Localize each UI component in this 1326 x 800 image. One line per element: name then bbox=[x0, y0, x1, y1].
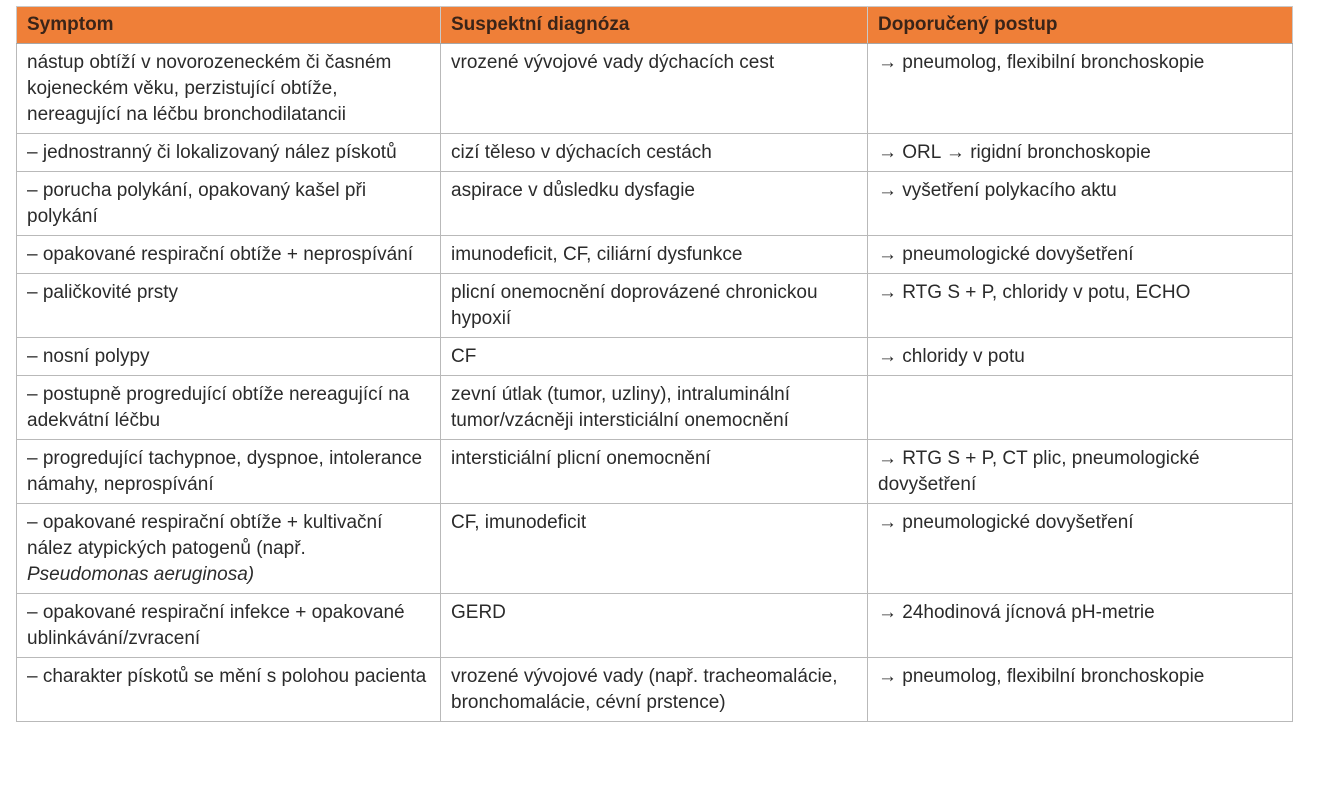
cell-symptom: nástup obtíží v novorozeneckém či časném kojeneckém věku, perzistující obtíže, nereagující na léčbu bronchodilatancii bbox=[17, 44, 441, 134]
cell-diagnosis: intersticiální plicní onemocnění bbox=[441, 440, 868, 504]
header-symptom: Symptom bbox=[17, 7, 441, 44]
table-row bbox=[17, 376, 1293, 440]
table-header-row bbox=[17, 7, 1293, 44]
table-row bbox=[17, 172, 1293, 236]
cell-symptom-text: – opakované respirační obtíže + kultivační nález atypických patogenů (např. bbox=[27, 512, 383, 559]
cell-symptom: – opakované respirační obtíže + neprospívání bbox=[17, 236, 441, 274]
cell-procedure: → RTG S + P, CT plic, pneumologické dovyšetření bbox=[868, 440, 1293, 504]
cell-diagnosis: cizí těleso v dýchacích cestách bbox=[441, 134, 868, 172]
cell-symptom: – opakované respirační infekce + opakované ublinkávání/zvracení bbox=[17, 594, 441, 658]
cell-procedure: → RTG S + P, chloridy v potu, ECHO bbox=[868, 274, 1293, 338]
cell-symptom: – paličkovité prsty bbox=[17, 274, 441, 338]
cell-diagnosis: CF, imunodeficit bbox=[441, 504, 868, 594]
cell-symptom: – charakter pískotů se mění s polohou pacienta bbox=[17, 658, 441, 722]
header-recommended-procedure: Doporučený postup bbox=[868, 7, 1293, 44]
cell-procedure: → pneumolog, flexibilní bronchoskopie bbox=[868, 44, 1293, 134]
header-suspected-diagnosis: Suspektní diagnóza bbox=[441, 7, 868, 44]
cell-diagnosis: imunodeficit, CF, ciliární dysfunkce bbox=[441, 236, 868, 274]
cell-symptom bbox=[17, 504, 441, 594]
cell-diagnosis: vrozené vývojové vady dýchacích cest bbox=[441, 44, 868, 134]
cell-diagnosis: vrozené vývojové vady (např. tracheomalácie, bronchomalácie, cévní prstence) bbox=[441, 658, 868, 722]
cell-symptom: – porucha polykání, opakovaný kašel při polykání bbox=[17, 172, 441, 236]
cell-procedure: → vyšetření polykacího aktu bbox=[868, 172, 1293, 236]
cell-procedure: → pneumolog, flexibilní bronchoskopie bbox=[868, 658, 1293, 722]
pathogen-name: Pseudomonas aeruginosa) bbox=[27, 564, 255, 585]
table-row bbox=[17, 594, 1293, 658]
table-row bbox=[17, 274, 1293, 338]
cell-diagnosis: zevní útlak (tumor, uzliny), intraluminální tumor/vzácněji intersticiální onemocnění bbox=[441, 376, 868, 440]
cell-diagnosis: plicní onemocnění doprovázené chronickou hypoxií bbox=[441, 274, 868, 338]
cell-symptom: – jednostranný či lokalizovaný nález pískotů bbox=[17, 134, 441, 172]
cell-diagnosis: GERD bbox=[441, 594, 868, 658]
cell-procedure bbox=[868, 376, 1293, 440]
cell-symptom: – progredující tachypnoe, dyspnoe, intolerance námahy, neprospívání bbox=[17, 440, 441, 504]
cell-diagnosis: CF bbox=[441, 338, 868, 376]
cell-symptom: – nosní polypy bbox=[17, 338, 441, 376]
cell-procedure: → 24hodinová jícnová pH-metrie bbox=[868, 594, 1293, 658]
table-row bbox=[17, 134, 1293, 172]
symptom-table bbox=[16, 6, 1293, 722]
cell-symptom: – postupně progredující obtíže nereagující na adekvátní léčbu bbox=[17, 376, 441, 440]
cell-procedure: → pneumologické dovyšetření bbox=[868, 236, 1293, 274]
table-row bbox=[17, 440, 1293, 504]
cell-procedure: → ORL → rigidní bronchoskopie bbox=[868, 134, 1293, 172]
cell-diagnosis: aspirace v důsledku dysfagie bbox=[441, 172, 868, 236]
table-row bbox=[17, 236, 1293, 274]
table-row bbox=[17, 44, 1293, 134]
symptom-table-container bbox=[16, 6, 1292, 722]
cell-procedure: → chloridy v potu bbox=[868, 338, 1293, 376]
cell-procedure: → pneumologické dovyšetření bbox=[868, 504, 1293, 594]
table-row bbox=[17, 658, 1293, 722]
table-row bbox=[17, 504, 1293, 594]
table-row bbox=[17, 338, 1293, 376]
